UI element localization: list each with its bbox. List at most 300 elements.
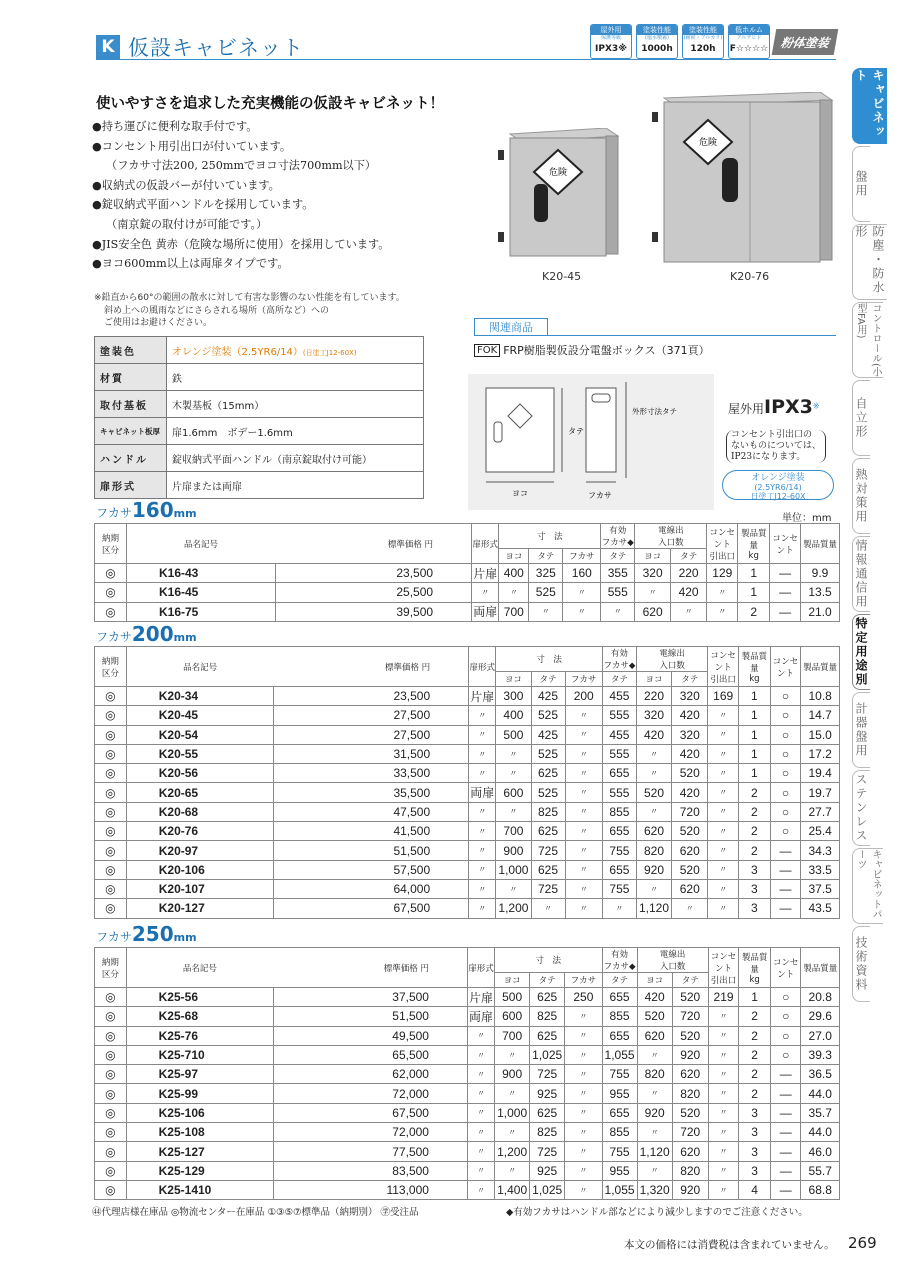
- table-cell: 2: [739, 1084, 771, 1103]
- table-cell: 〃: [495, 1045, 530, 1064]
- tab-freestanding[interactable]: 自立形: [852, 380, 870, 456]
- price-cell: 83,500: [273, 1161, 467, 1180]
- table-cell: 〃: [565, 725, 602, 744]
- table-cell: ◎: [95, 1123, 127, 1142]
- table-cell: 〃: [467, 1045, 494, 1064]
- table-cell: 455: [602, 725, 636, 744]
- table-row[interactable]: [95, 1007, 840, 1026]
- table-cell: 2: [738, 602, 770, 621]
- column-header: 納期 区分: [95, 647, 127, 687]
- table-cell: 620: [637, 1026, 672, 1045]
- table-cell: ◎: [95, 1161, 127, 1180]
- table-cell: 300: [496, 687, 531, 706]
- column-header: ヨコ: [496, 672, 531, 687]
- table-cell: 44.0: [801, 1084, 840, 1103]
- table-cell: 〃: [637, 1084, 672, 1103]
- table-cell: 625: [530, 988, 565, 1007]
- column-header: ヨコ: [495, 973, 530, 988]
- tab-specific-use[interactable]: 特定用途別: [852, 614, 870, 690]
- depth-note: ◆有効フカサはハンドル部などにより減少しますのでご注意ください。: [506, 1207, 808, 1218]
- column-header: 有効 フカサ◆: [602, 948, 637, 973]
- handle-icon: [534, 184, 548, 222]
- table-cell: —: [770, 583, 801, 602]
- table-cell: 3: [739, 1103, 771, 1122]
- table-cell: 1: [738, 706, 770, 725]
- table-cell: 〃: [467, 1142, 494, 1161]
- table-cell: 〃: [708, 899, 739, 918]
- table-cell: 700: [499, 602, 529, 621]
- table-row[interactable]: [95, 1026, 840, 1045]
- table-cell: 〃: [565, 1103, 602, 1122]
- table-cell: ○: [770, 725, 801, 744]
- table-cell: 420: [672, 744, 708, 763]
- price-cell: 62,000: [273, 1065, 467, 1084]
- column-header: 製品質量 kg: [738, 647, 770, 687]
- table-cell: 14.7: [801, 706, 840, 725]
- table-cell: 〃: [565, 841, 602, 860]
- tab-dustproof[interactable]: 防塵・防水形: [852, 224, 887, 300]
- table-cell: 〃: [565, 744, 602, 763]
- column-header: 製品質量: [801, 647, 840, 687]
- table-cell: —: [770, 841, 801, 860]
- table-cell: 10.8: [801, 687, 840, 706]
- column-header: 寸 法: [495, 948, 602, 973]
- product-code: K25-129: [126, 1161, 273, 1180]
- table-cell: 〃: [707, 583, 738, 602]
- table-cell: 〃: [563, 583, 601, 602]
- table-cell: 620: [672, 1065, 708, 1084]
- badge: 塗装性能 (塩水噴霧) 1000h: [636, 24, 678, 59]
- table-cell: 〃: [565, 706, 602, 725]
- column-header: フカサ: [563, 549, 601, 564]
- table-cell: 〃: [565, 764, 602, 783]
- ipx-rating: 屋外用IPX3※: [728, 396, 820, 418]
- column-header: 寸 法: [496, 647, 603, 672]
- table-cell: 33.5: [801, 860, 840, 879]
- tab-cabinet[interactable]: キャビネット: [852, 68, 887, 144]
- fok-label: FOK: [474, 344, 500, 357]
- column-header: コンセント: [770, 524, 801, 564]
- price-cell: 72,000: [273, 1084, 467, 1103]
- table-row[interactable]: [95, 764, 840, 783]
- table-cell: 2: [739, 1026, 771, 1045]
- table-cell: ○: [770, 764, 801, 783]
- table-cell: 〃: [469, 706, 496, 725]
- table-row[interactable]: [95, 725, 840, 744]
- table-cell: 1,055: [602, 1180, 637, 1199]
- page-header: [96, 32, 304, 62]
- product-code: K25-99: [126, 1084, 273, 1103]
- table-cell: 720: [672, 802, 708, 821]
- table-row[interactable]: [95, 602, 840, 621]
- table-row[interactable]: [95, 744, 840, 763]
- column-header: 扉形式: [469, 647, 496, 687]
- header-rule: [96, 59, 836, 60]
- table-cell: 1: [738, 764, 770, 783]
- table-cell: 2: [738, 822, 770, 841]
- table-row[interactable]: [95, 1142, 840, 1161]
- table-cell: 〃: [469, 822, 496, 841]
- svg-text:危険: 危険: [548, 168, 568, 178]
- table-cell: —: [770, 564, 801, 583]
- table-cell: 37.5: [801, 879, 840, 898]
- table-cell: 1,200: [496, 899, 531, 918]
- price-cell: 23,500: [275, 564, 472, 583]
- tab-meter[interactable]: 計器盤用: [852, 692, 870, 768]
- table-cell: 520: [672, 1103, 708, 1122]
- column-header: 製品質量 kg: [739, 948, 771, 988]
- table-cell: 両扉: [469, 783, 496, 802]
- table-cell: 3: [739, 1142, 771, 1161]
- table-cell: 〃: [708, 1161, 739, 1180]
- column-header: フカサ: [565, 672, 602, 687]
- price-cell: 31,500: [274, 744, 469, 763]
- table-cell: 655: [602, 764, 636, 783]
- feature-item: ●持ち運びに便利な取手付です。: [92, 120, 258, 133]
- table-cell: 520: [672, 1026, 708, 1045]
- table-cell: 620: [672, 841, 708, 860]
- price-cell: 37,500: [273, 988, 467, 1007]
- column-header: タテ: [602, 973, 637, 988]
- table-cell: 〃: [565, 1142, 602, 1161]
- table-cell: 〃: [565, 1161, 602, 1180]
- table-cell: 29.6: [801, 1007, 840, 1026]
- table-row[interactable]: [95, 1123, 840, 1142]
- table-cell: 〃: [565, 1065, 602, 1084]
- table-cell: 2: [739, 1045, 771, 1064]
- table-cell: 44.0: [801, 1123, 840, 1142]
- table-cell: 625: [531, 822, 565, 841]
- table-row[interactable]: [95, 583, 840, 602]
- related-rule: [474, 335, 836, 336]
- table-row[interactable]: [95, 841, 840, 860]
- table-row[interactable]: [95, 1045, 840, 1064]
- table-cell: 820: [636, 841, 671, 860]
- column-header: 有効 フカサ◆: [601, 524, 635, 549]
- product-table: [94, 646, 840, 919]
- related-text: FRP樹脂製仮設分電盤ボックス（371頁）: [503, 344, 710, 357]
- table-cell: 〃: [472, 583, 499, 602]
- column-header: タテ: [672, 973, 708, 988]
- price-cell: 57,500: [274, 860, 469, 879]
- table-row[interactable]: [95, 687, 840, 706]
- price-cell: 51,500: [274, 841, 469, 860]
- table-cell: 〃: [467, 1161, 494, 1180]
- tab-panel[interactable]: 盤用: [852, 146, 870, 222]
- table-cell: 520: [672, 860, 708, 879]
- lead-text: 使いやすさを追求した充実機能の仮設キャビネット！: [96, 96, 444, 112]
- table-row[interactable]: [95, 783, 840, 802]
- table-cell: ○: [770, 744, 801, 763]
- table-cell: 625: [531, 764, 565, 783]
- price-cell: 33,500: [274, 764, 469, 783]
- table-cell: 〃: [499, 583, 529, 602]
- column-header: 有効 フカサ◆: [602, 647, 636, 672]
- column-header: ヨコ: [636, 672, 671, 687]
- table-cell: ○: [770, 988, 801, 1007]
- table-cell: 320: [636, 706, 671, 725]
- table-cell: ◎: [95, 1142, 127, 1161]
- tab-telecom[interactable]: 情報通信用: [852, 536, 870, 612]
- table-cell: ○: [770, 822, 801, 841]
- column-header: 品名記号: [126, 948, 273, 988]
- table-cell: ◎: [95, 1065, 127, 1084]
- price-cell: 35,500: [274, 783, 469, 802]
- table-cell: 〃: [565, 783, 602, 802]
- table-cell: 655: [602, 860, 636, 879]
- table-cell: —: [770, 899, 801, 918]
- table-cell: ◎: [95, 1007, 127, 1026]
- tab-stainless[interactable]: ステンレス: [852, 770, 870, 846]
- feature-item: ●ヨコ600mm以上は両扉タイプです。: [92, 257, 289, 271]
- table-cell: 〃: [708, 841, 739, 860]
- table-cell: 〃: [670, 602, 707, 621]
- table-cell: 〃: [495, 1123, 530, 1142]
- table-cell: 720: [672, 1007, 708, 1026]
- table-cell: 〃: [496, 802, 531, 821]
- table-cell: 725: [531, 879, 565, 898]
- table-row[interactable]: [95, 564, 840, 583]
- page-number: 269: [848, 1234, 877, 1252]
- table-cell: 455: [602, 687, 636, 706]
- table-cell: 525: [531, 706, 565, 725]
- related-heading: 関連商品: [474, 318, 548, 336]
- table-cell: ◎: [95, 1180, 127, 1199]
- table-cell: 620: [635, 602, 670, 621]
- table-row[interactable]: [95, 879, 840, 898]
- table-row[interactable]: [95, 860, 840, 879]
- table-cell: 3: [739, 1161, 771, 1180]
- table-row[interactable]: [95, 706, 840, 725]
- table-cell: 2: [739, 1007, 771, 1026]
- table-cell: 1: [738, 744, 770, 763]
- table-cell: 1: [738, 564, 770, 583]
- table-cell: 920: [637, 1103, 672, 1122]
- table-cell: 725: [530, 1065, 565, 1084]
- table-cell: 400: [499, 564, 529, 583]
- table-cell: ◎: [95, 802, 127, 821]
- table-cell: ◎: [95, 706, 127, 725]
- product-code: K16-75: [126, 602, 275, 621]
- product-code: K20-106: [126, 860, 273, 879]
- column-header: 標準価格 円: [273, 948, 467, 988]
- table-cell: 1,000: [495, 1103, 530, 1122]
- table-row[interactable]: [95, 988, 840, 1007]
- product-table: [94, 947, 840, 1200]
- table-cell: 〃: [565, 822, 602, 841]
- table-cell: 〃: [531, 899, 565, 918]
- price-cell: 67,500: [274, 899, 469, 918]
- stock-legend: ㊹代理店様在庫品 ◎物流センター在庫品 ①③⑤⑦標準品（納期別） ㊫受注品: [92, 1207, 419, 1218]
- table-cell: 〃: [467, 1180, 494, 1199]
- table-cell: 720: [672, 1123, 708, 1142]
- table-cell: 〃: [708, 1123, 739, 1142]
- ipx-note: コンセント引出口の ないものについては、 IP23になります。: [726, 430, 826, 463]
- table-cell: 420: [637, 988, 672, 1007]
- table-cell: 〃: [602, 899, 636, 918]
- table-cell: 3: [739, 1123, 771, 1142]
- performance-badges: [590, 24, 770, 59]
- badge: 屋外用 保護等級 IPX3※: [590, 24, 632, 59]
- price-cell: 49,500: [273, 1026, 467, 1045]
- table-row[interactable]: [95, 1065, 840, 1084]
- table-row[interactable]: [95, 1084, 840, 1103]
- table-cell: ○: [770, 687, 801, 706]
- table-cell: 555: [602, 783, 636, 802]
- table-cell: 〃: [496, 764, 531, 783]
- table-cell: 1,320: [637, 1180, 672, 1199]
- price-cell: 47,500: [274, 802, 469, 821]
- column-header: タテ: [602, 672, 636, 687]
- price-cell: 27,500: [274, 725, 469, 744]
- table-cell: ◎: [95, 860, 127, 879]
- price-cell: 65,500: [273, 1045, 467, 1064]
- table-cell: ◎: [95, 783, 127, 802]
- column-header: ヨコ: [499, 549, 529, 564]
- table-cell: 520: [637, 1007, 672, 1026]
- table-cell: 〃: [469, 841, 496, 860]
- table-cell: 〃: [467, 1123, 494, 1142]
- column-header: 電線出 入口数: [637, 948, 708, 973]
- table-cell: 両扉: [467, 1007, 494, 1026]
- table-cell: 820: [637, 1065, 672, 1084]
- feature-list: [92, 117, 390, 274]
- table-row[interactable]: [95, 1103, 840, 1122]
- column-header: ヨコ: [637, 973, 672, 988]
- table-cell: 520: [672, 764, 708, 783]
- table-cell: —: [770, 879, 801, 898]
- table-cell: ◎: [95, 744, 127, 763]
- product-code: K25-97: [126, 1065, 273, 1084]
- table-cell: 555: [601, 583, 635, 602]
- table-cell: 21.0: [801, 602, 840, 621]
- related-item[interactable]: [474, 342, 710, 358]
- price-cell: 77,500: [273, 1142, 467, 1161]
- table-cell: 2: [738, 841, 770, 860]
- product-code: K20-107: [126, 879, 273, 898]
- table-cell: 〃: [565, 879, 602, 898]
- table-cell: 3: [738, 879, 770, 898]
- table-cell: ○: [770, 1045, 801, 1064]
- product-code: K25-127: [126, 1142, 273, 1161]
- column-header: タテ: [529, 549, 563, 564]
- column-header: コンセント 引出口: [708, 647, 739, 687]
- tab-technical[interactable]: 技術資料: [852, 926, 870, 1002]
- table-cell: 1,000: [496, 860, 531, 879]
- table-cell: 655: [602, 822, 636, 841]
- table-cell: ◎: [95, 687, 127, 706]
- table-cell: 〃: [565, 899, 602, 918]
- table-cell: —: [770, 1180, 801, 1199]
- column-header: コンセント 引出口: [708, 948, 739, 988]
- price-cell: 39,500: [275, 602, 472, 621]
- section-heading: フカサ160mm: [96, 498, 197, 522]
- svg-text:フカサ: フカサ: [588, 491, 612, 500]
- table-cell: 〃: [529, 602, 563, 621]
- table-row[interactable]: [95, 822, 840, 841]
- table-row[interactable]: [95, 899, 840, 918]
- table-cell: 3: [738, 899, 770, 918]
- table-cell: ◎: [95, 583, 127, 602]
- waterproof-note: ※鉛直から60°の範囲の散水に対して有害な影響のない性能を有しています。 斜め上への風雨などにさらされる場所（高所など）への ご使用はお避けください。: [94, 293, 405, 328]
- column-header: 品名記号: [126, 647, 273, 687]
- table-row[interactable]: [95, 802, 840, 821]
- table-cell: 両扉: [472, 602, 499, 621]
- table-cell: ◎: [95, 822, 127, 841]
- badge: 低ホルム アルデヒド F☆☆☆☆: [728, 24, 770, 59]
- table-cell: 825: [530, 1007, 565, 1026]
- table-cell: 〃: [708, 802, 739, 821]
- table-cell: 755: [602, 841, 636, 860]
- table-cell: 220: [670, 564, 707, 583]
- table-row[interactable]: [95, 1180, 840, 1199]
- feature-item: ●コンセント用引出口が付いています。: [92, 139, 292, 153]
- table-cell: 169: [708, 687, 739, 706]
- tab-control[interactable]: コントロール(小型FA用): [852, 302, 883, 378]
- table-cell: 17.2: [801, 744, 840, 763]
- spec-table: 塗装色 オレンジ塗装（2.5YR6/14）(日塗工J12-60X) 材質 鉄 取付基板 木製基板（15mm） キャビネット板厚 扉1.6mm ボデー1.6mm ハンドル 錠収納式平面ハンドル（南京錠取付け可能） 扉形式 片扉または両扉: [94, 336, 424, 499]
- table-cell: 320: [672, 725, 708, 744]
- table-cell: 520: [672, 988, 708, 1007]
- column-header: 標準価格 円: [274, 647, 469, 687]
- table-cell: 1: [738, 725, 770, 744]
- table-cell: 〃: [708, 822, 739, 841]
- table-cell: 900: [495, 1065, 530, 1084]
- table-cell: 〃: [467, 1084, 494, 1103]
- table-cell: 〃: [672, 899, 708, 918]
- table-cell: 625: [530, 1026, 565, 1045]
- table-cell: 34.3: [801, 841, 840, 860]
- cabinet-photo-k20-45: [496, 128, 626, 258]
- category-tabs: [852, 68, 900, 1004]
- product-code: K25-68: [126, 1007, 273, 1026]
- table-cell: 250: [565, 988, 602, 1007]
- table-cell: 〃: [565, 802, 602, 821]
- table-cell: ◎: [95, 841, 127, 860]
- table-cell: 〃: [708, 1142, 739, 1161]
- product-table: [94, 523, 840, 622]
- table-cell: 35.7: [801, 1103, 840, 1122]
- table-cell: 〃: [708, 1026, 739, 1045]
- table-cell: 〃: [565, 1045, 602, 1064]
- page-title: 仮設キャビネット: [128, 36, 304, 60]
- table-cell: 500: [495, 988, 530, 1007]
- table-cell: 片扉: [467, 988, 494, 1007]
- tab-parts[interactable]: キャビネットパーツ: [852, 848, 883, 924]
- product-code: K25-1410: [126, 1180, 273, 1199]
- table-cell: 755: [602, 1065, 637, 1084]
- column-header: フカサ: [565, 973, 602, 988]
- product-code: K25-76: [126, 1026, 273, 1045]
- table-row[interactable]: [95, 1161, 840, 1180]
- table-cell: 655: [602, 1026, 637, 1045]
- feature-item: ●錠収納式平面ハンドルを採用しています。: [92, 198, 314, 212]
- table-cell: 320: [672, 687, 708, 706]
- table-cell: —: [770, 1065, 801, 1084]
- tab-heat[interactable]: 熱対策用: [852, 458, 870, 534]
- table-cell: ○: [770, 706, 801, 725]
- column-header: コンセント 引出口: [707, 524, 738, 564]
- table-cell: 420: [672, 706, 708, 725]
- table-cell: 520: [672, 822, 708, 841]
- table-cell: 〃: [565, 1084, 602, 1103]
- feature-item: （南京錠の取付けが可能です。）: [106, 217, 268, 231]
- table-cell: 1,025: [530, 1180, 565, 1199]
- table-cell: ○: [770, 802, 801, 821]
- table-cell: 625: [530, 1103, 565, 1122]
- table-cell: 3: [738, 860, 770, 879]
- table-cell: 〃: [469, 860, 496, 879]
